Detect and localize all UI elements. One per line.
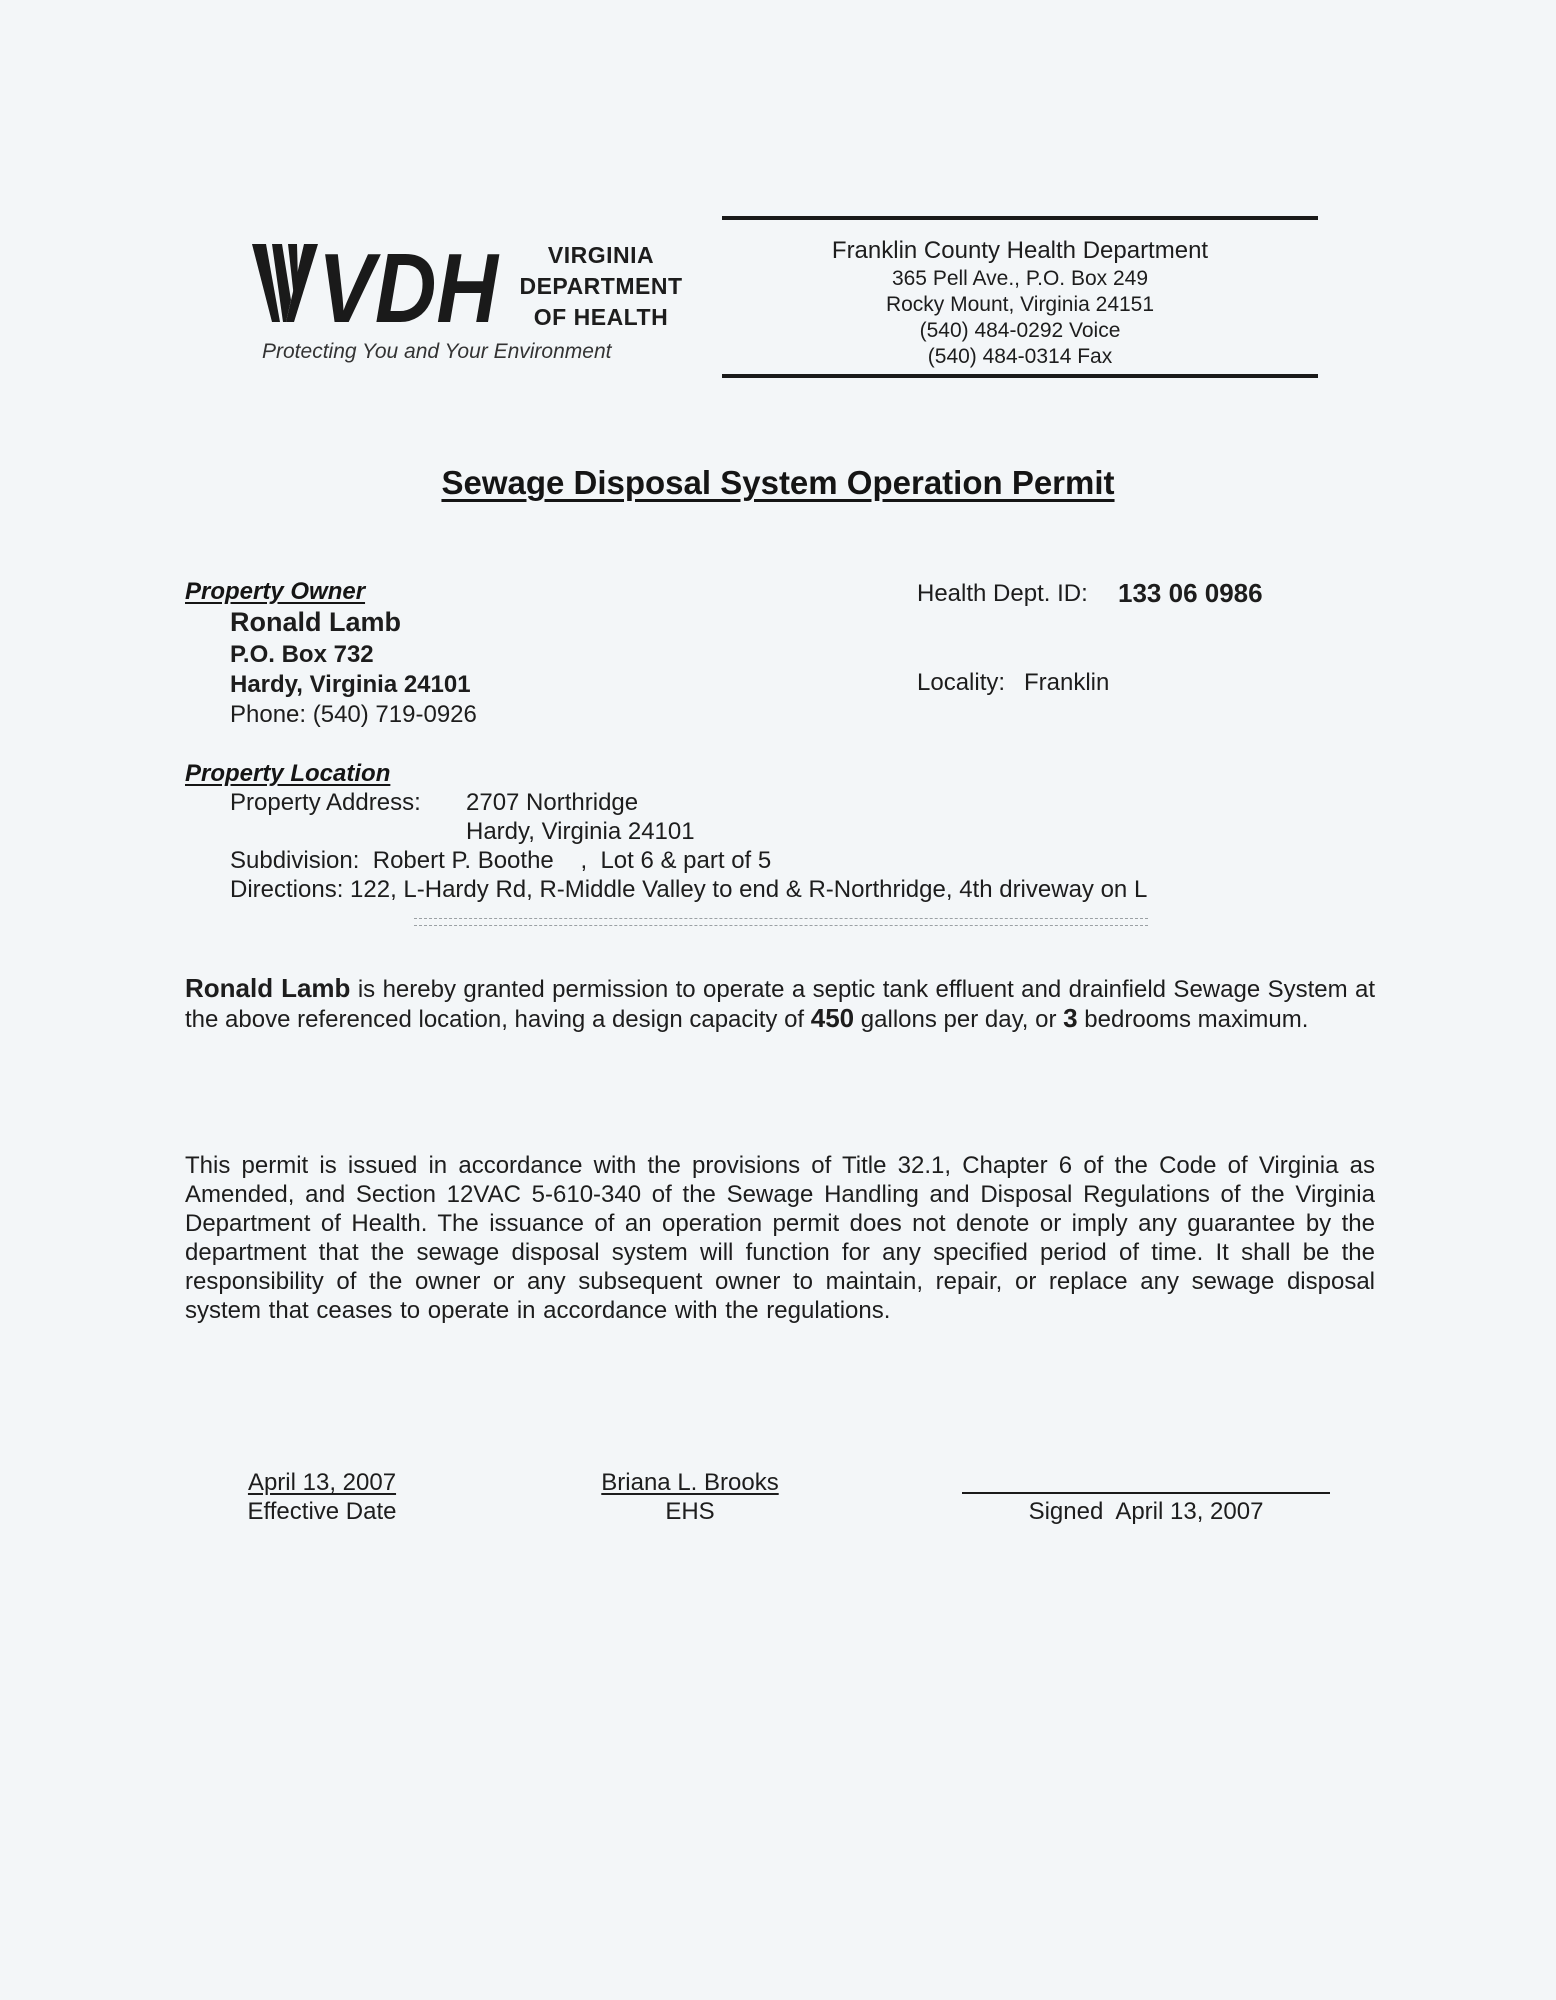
office-fax: (540) 484-0314 Fax (927, 345, 1113, 368)
inspector-name: Briana L. Brooks (601, 1469, 779, 1496)
section-divider (414, 918, 1148, 926)
property-address-label: Property Address: (230, 789, 421, 816)
owner-phone: Phone: (540) 719-0926 (230, 701, 477, 728)
page-title-text: Sewage Disposal System Operation Permit (441, 464, 1115, 501)
header-top-rule (722, 216, 1318, 220)
svg-text:VDH: VDH (318, 233, 500, 343)
agency-name (508, 240, 694, 333)
bedroom-count: 3 (1063, 1003, 1078, 1033)
property-address-1: 2707 Northridge (466, 789, 639, 816)
health-id-label: Health Dept. ID: (917, 580, 1088, 607)
subdivision: Subdivision: Robert P. Boothe , Lot 6 & part of 5 (230, 847, 772, 874)
grant-paragraph (185, 974, 1375, 1034)
locality-value: Franklin (1024, 669, 1110, 696)
vdh-logo-mark-icon (250, 230, 500, 343)
owner-heading: Property Owner (185, 578, 366, 605)
design-capacity: 450 (810, 1003, 855, 1033)
locality-label: Locality: (917, 669, 1006, 696)
page-title (0, 464, 1556, 502)
agency-name-line-2: DEPARTMENT (519, 273, 683, 299)
office-phone: (540) 484-0292 Voice (919, 319, 1121, 342)
office-name: Franklin County Health Department (831, 237, 1209, 264)
owner-address-2: Hardy, Virginia 24101 (230, 671, 471, 698)
health-id-value: 133 06 0986 (1118, 578, 1263, 608)
vdh-logo (250, 230, 500, 343)
effective-date-label: Effective Date (247, 1498, 397, 1525)
signature-line (962, 1492, 1330, 1494)
grant-text-2: gallons per day, or (854, 1006, 1064, 1033)
directions: Directions: 122, L-Hardy Rd, R-Middle Valley to end & R-Northridge, 4th driveway on L (230, 876, 1148, 903)
grant-name: Ronald Lamb (185, 973, 351, 1003)
inspector-title: EHS (665, 1498, 715, 1525)
grant-text-1: is hereby granted permission to operate a septic tank effluent and drainfield Sewage System at the above referenced location, having a design capacity of (185, 976, 1376, 1033)
agency-tagline: Protecting You and Your Environment (262, 340, 612, 363)
grant-text-3: bedrooms maximum. (1077, 1006, 1309, 1033)
legal-paragraph: This permit is issued in accordance with the provisions of Title 32.1, Chapter 6 of the Code of Virginia as Amended, and Section 12VAC 5-610-340 of the Sewage Handling and Disposal Regulations of the Virginia Department of Health. The issuance of an operation permit does not denote or imply any guarantee by the department that the sewage disposal system will function for any specified period of time. It shall be the responsibility of the owner or any subsequent owner to maintain, repair, or replace any sewage disposal system that ceases to operate in accordance with the regulations. (185, 1152, 1375, 1324)
office-address-1: 365 Pell Ave., P.O. Box 249 (891, 267, 1149, 290)
agency-name-line-3: OF HEALTH (533, 304, 669, 330)
effective-date-block (222, 1468, 422, 1526)
agency-name-line-1: VIRGINIA (547, 242, 655, 268)
signed-date: Signed April 13, 2007 (1028, 1498, 1264, 1525)
owner-address-1: P.O. Box 732 (230, 641, 374, 668)
owner-name: Ronald Lamb (230, 607, 402, 637)
inspector-block (580, 1468, 800, 1526)
property-address-2: Hardy, Virginia 24101 (466, 818, 695, 845)
effective-date: April 13, 2007 (247, 1469, 397, 1496)
office-contact (722, 236, 1318, 370)
location-heading: Property Location (185, 760, 391, 787)
office-address-2: Rocky Mount, Virginia 24151 (885, 293, 1155, 316)
header-bottom-rule (722, 374, 1318, 378)
